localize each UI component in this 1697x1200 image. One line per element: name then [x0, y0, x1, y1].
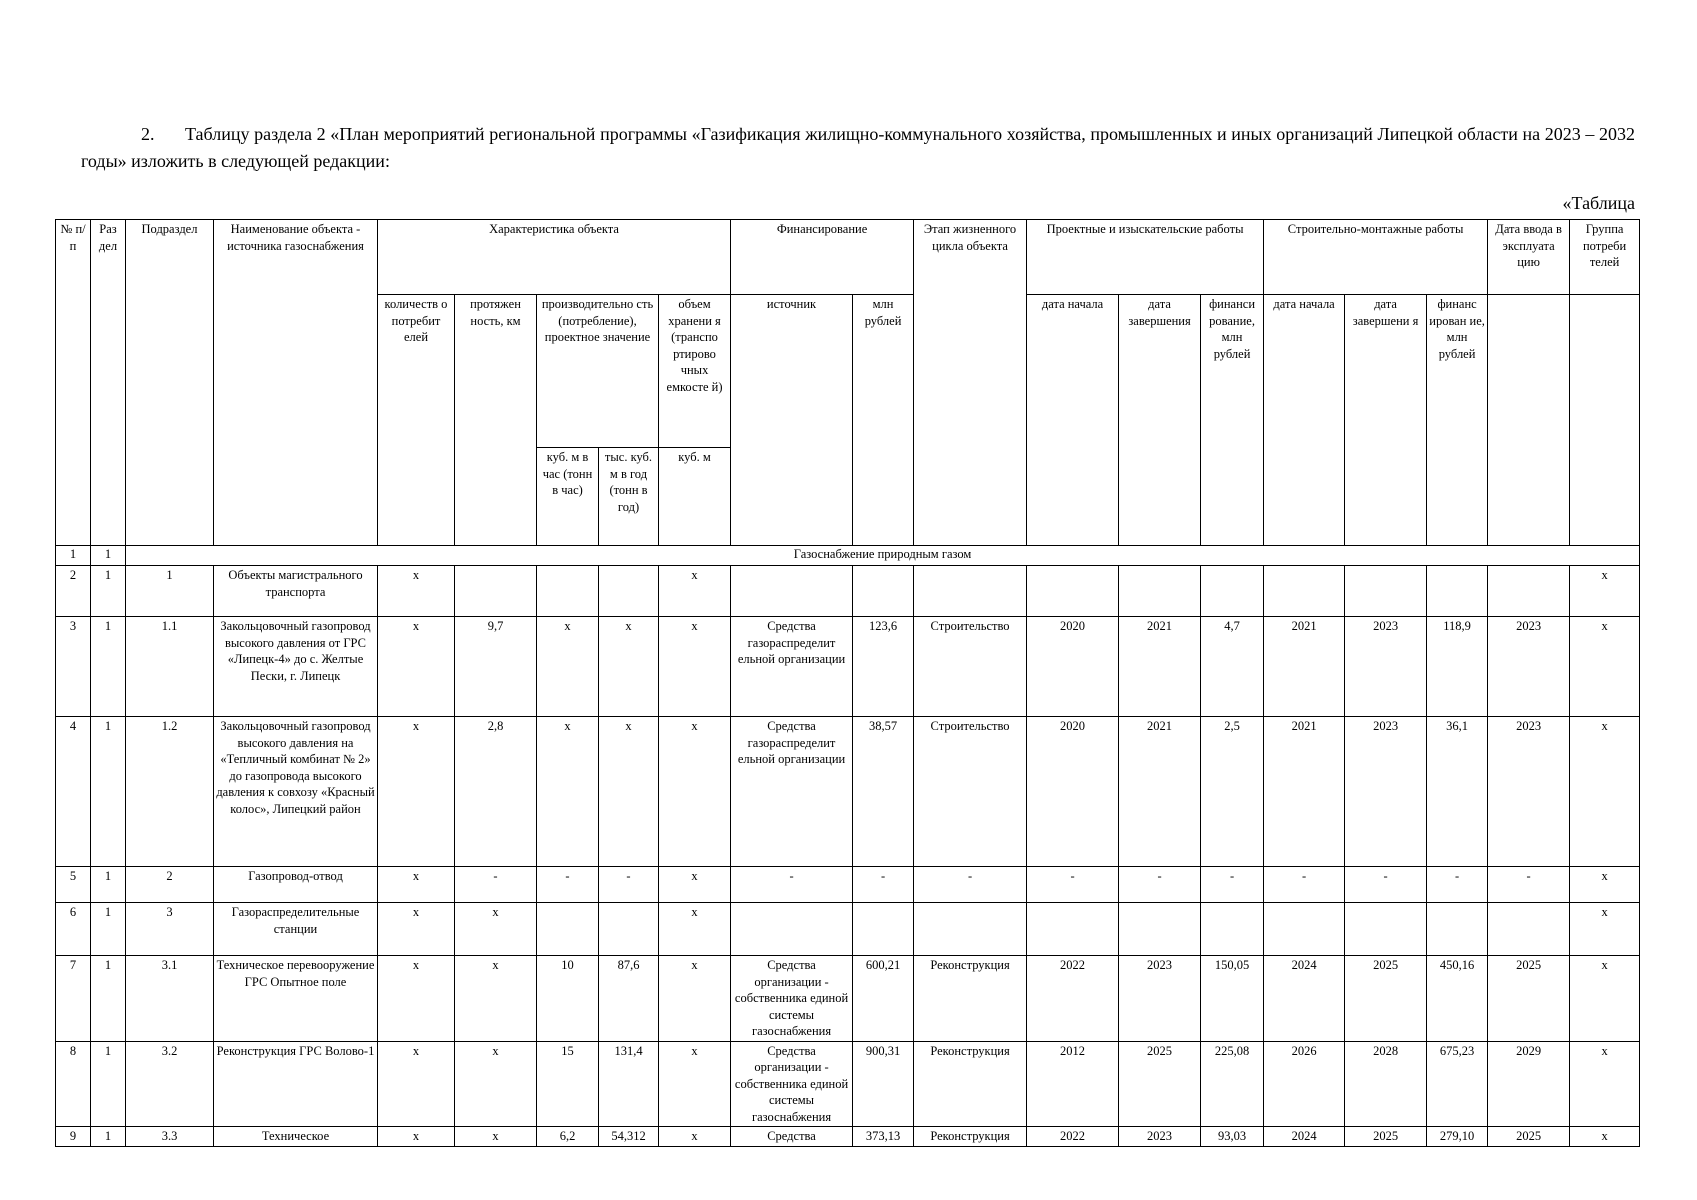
table-cell-mln	[853, 903, 914, 956]
table-cell-etap: Строительство	[914, 617, 1027, 717]
table-cell-ist: Средства газораспределит ельной организации	[731, 617, 853, 717]
col-kub-chas: куб. м в час (тонн в час)	[537, 448, 599, 546]
table-cell-name: Техническое перевооружение ГРС Опытное поле	[214, 956, 378, 1042]
table-cell-sf: 118,9	[1427, 617, 1488, 717]
table-cell-obem: х	[659, 1127, 731, 1147]
table-cell-sd2: 2025	[1345, 956, 1427, 1042]
table-cell-prot: -	[455, 867, 537, 903]
table-cell-gr: х	[1570, 903, 1640, 956]
table-cell-pd2: 2021	[1119, 717, 1201, 867]
col-name: Наименование объекта - источника газоснабжения	[214, 220, 378, 546]
table-cell-prot: х	[455, 956, 537, 1042]
table-cell-sd1: 2024	[1264, 1127, 1345, 1147]
col-etap: Этап жизненного цикла объекта	[914, 220, 1027, 546]
table-cell-pf	[1201, 903, 1264, 956]
table-cell-pf	[1201, 566, 1264, 617]
table-cell-kol: х	[378, 956, 455, 1042]
table-cell-p: 3.3	[126, 1127, 214, 1147]
col-data-vvoda: Дата ввода в эксплуата цию	[1488, 220, 1570, 295]
table-cell-name: Закольцовочный газопровод высокого давления от ГРС «Липецк-4» до с. Желтые Пески, г. Липецк	[214, 617, 378, 717]
table-cell-sf: 36,1	[1427, 717, 1488, 867]
table-cell-mln: 373,13	[853, 1127, 914, 1147]
col-gruppa: Группа потреби телей	[1570, 220, 1640, 295]
table-cell-obem: х	[659, 566, 731, 617]
table-cell-etap: Реконструкция	[914, 956, 1027, 1042]
table-cell-r: 1	[91, 1041, 126, 1127]
table-cell-k1: -	[537, 867, 599, 903]
col-mln-rub: млн рублей	[853, 295, 914, 546]
col-data-zaversheniya: дата завершения	[1119, 295, 1201, 546]
table-cell-mln: 600,21	[853, 956, 914, 1042]
table-cell-etap: Реконструкция	[914, 1127, 1027, 1147]
table-cell-pf: 2,5	[1201, 717, 1264, 867]
table-cell-etap	[914, 566, 1027, 617]
table-cell-pd2: 2021	[1119, 617, 1201, 717]
table-cell-pf: 150,05	[1201, 956, 1264, 1042]
table-cell-mln: 900,31	[853, 1041, 914, 1127]
table-cell-pd2: 2025	[1119, 1041, 1201, 1127]
table-cell-n: 3	[56, 617, 91, 717]
col-data-nachala-2: дата начала	[1264, 295, 1345, 546]
table-cell-pd1: 2020	[1027, 717, 1119, 867]
table-cell-vvod: 2025	[1488, 1127, 1570, 1147]
table-cell-vvod	[1488, 566, 1570, 617]
table-cell-vvod: 2023	[1488, 617, 1570, 717]
table-cell-etap	[914, 903, 1027, 956]
table-cell-n: 6	[56, 903, 91, 956]
intro-paragraph	[81, 121, 1635, 175]
table-body	[56, 566, 1640, 1147]
item-number: 2.	[141, 124, 155, 144]
table-cell-ist	[731, 566, 853, 617]
table-cell-n: 9	[56, 1127, 91, 1147]
table-cell-mln	[853, 566, 914, 617]
table-cell-pd1	[1027, 566, 1119, 617]
table-cell-k1: 10	[537, 956, 599, 1042]
table-cell-obem: х	[659, 617, 731, 717]
table-cell-n: 4	[56, 717, 91, 867]
table-cell-vvod	[1488, 903, 1570, 956]
section-razdel: 1	[91, 546, 126, 566]
table-cell-k2	[599, 903, 659, 956]
table-cell-k1: 15	[537, 1041, 599, 1127]
table-cell-gr: х	[1570, 617, 1640, 717]
table-cell-r: 1	[91, 1127, 126, 1147]
table-cell-name: Газопровод-отвод	[214, 867, 378, 903]
table-cell-kol: х	[378, 717, 455, 867]
table-cell-obem: х	[659, 717, 731, 867]
table-cell-mln: 123,6	[853, 617, 914, 717]
col-stroit: Строительно-монтажные работы	[1264, 220, 1488, 295]
table-row	[56, 1041, 1640, 1127]
table-cell-sd1: 2026	[1264, 1041, 1345, 1127]
table-cell-r: 1	[91, 617, 126, 717]
table-cell-r: 1	[91, 566, 126, 617]
table-cell-kol: х	[378, 903, 455, 956]
table-cell-k2: 54,312	[599, 1127, 659, 1147]
col-podrazdel: Подраздел	[126, 220, 214, 546]
table-cell-r: 1	[91, 956, 126, 1042]
table-cell-sf	[1427, 903, 1488, 956]
table-cell-ist: -	[731, 867, 853, 903]
table-cell-prot: х	[455, 1127, 537, 1147]
col-istochnik: источник	[731, 295, 853, 546]
table-cell-prot: х	[455, 1041, 537, 1127]
table-cell-kol: х	[378, 1127, 455, 1147]
table-cell-pd1: 2022	[1027, 1127, 1119, 1147]
table-cell-pd1: 2022	[1027, 956, 1119, 1042]
table-cell-pf: 93,03	[1201, 1127, 1264, 1147]
table-cell-sf: 279,10	[1427, 1127, 1488, 1147]
table-cell-pd2	[1119, 566, 1201, 617]
table-cell-pd1: 2020	[1027, 617, 1119, 717]
table-cell-p: 1.2	[126, 717, 214, 867]
col-kolichestvo: количеств о потребит елей	[378, 295, 455, 546]
table-cell-sd2	[1345, 903, 1427, 956]
col-harakteristika: Характеристика объекта	[378, 220, 731, 295]
table-cell-pd1	[1027, 903, 1119, 956]
table-cell-mln: -	[853, 867, 914, 903]
plan-table	[55, 219, 1640, 1147]
table-cell-obem: х	[659, 867, 731, 903]
table-cell-r: 1	[91, 717, 126, 867]
table-cell-sd1: 2021	[1264, 717, 1345, 867]
table-cell-k1	[537, 903, 599, 956]
col-razdel: Раз дел	[91, 220, 126, 546]
section-row	[56, 546, 1640, 566]
table-cell-name: Техническое	[214, 1127, 378, 1147]
table-cell-pf: 225,08	[1201, 1041, 1264, 1127]
table-cell-p: 3.2	[126, 1041, 214, 1127]
table-row	[56, 956, 1640, 1042]
col-finans-rub: финанси рование, млн рублей	[1201, 295, 1264, 546]
table-cell-prot	[455, 566, 537, 617]
table-cell-sd1	[1264, 903, 1345, 956]
table-cell-sd2: 2023	[1345, 617, 1427, 717]
table-cell-gr: х	[1570, 717, 1640, 867]
table-cell-k1: 6,2	[537, 1127, 599, 1147]
table-cell-ist: Средства организации - собственника единой системы газоснабжения	[731, 1041, 853, 1127]
table-cell-gr: х	[1570, 566, 1640, 617]
table-cell-r: 1	[91, 903, 126, 956]
col-finans-rub-2: финанс ирован ие, млн рублей	[1427, 295, 1488, 546]
table-cell-n: 8	[56, 1041, 91, 1127]
table-cell-k2: 131,4	[599, 1041, 659, 1127]
table-cell-sd2	[1345, 566, 1427, 617]
col-proekt: Проектные и изыскательские работы	[1027, 220, 1264, 295]
table-cell-etap: Реконструкция	[914, 1041, 1027, 1127]
col-data-zaversheniya-2: дата завершени я	[1345, 295, 1427, 546]
table-cell-name: Закольцовочный газопровод высокого давления на «Тепличный комбинат № 2» до газопровода высокого давления к совхозу «Красный колос», Липецкий район	[214, 717, 378, 867]
table-cell-n: 7	[56, 956, 91, 1042]
table-cell-pf: 4,7	[1201, 617, 1264, 717]
table-cell-ist: Средства газораспределит ельной организации	[731, 717, 853, 867]
col-finansirovanie: Финансирование	[731, 220, 914, 295]
col-tys-kub-god: тыс. куб. м в год (тонн в год)	[599, 448, 659, 546]
table-cell-vvod: -	[1488, 867, 1570, 903]
table-cell-sf: 450,16	[1427, 956, 1488, 1042]
table-row	[56, 903, 1640, 956]
header-row-1	[56, 220, 1640, 295]
table-cell-k2: 87,6	[599, 956, 659, 1042]
table-cell-p: 3.1	[126, 956, 214, 1042]
table-cell-p: 1	[126, 566, 214, 617]
table-cell-p: 1.1	[126, 617, 214, 717]
table-cell-prot: 2,8	[455, 717, 537, 867]
col-gruppa-empty	[1570, 295, 1640, 546]
table-cell-pd1: 2012	[1027, 1041, 1119, 1127]
table-cell-pd2: 2023	[1119, 956, 1201, 1042]
col-kub-m: куб. м	[659, 448, 731, 546]
table-cell-gr: х	[1570, 956, 1640, 1042]
table-cell-kol: х	[378, 867, 455, 903]
col-protyazhennost: протяжен ность, км	[455, 295, 537, 546]
table-row	[56, 1127, 1640, 1147]
table-cell-k2	[599, 566, 659, 617]
table-cell-name: Объекты магистрального транспорта	[214, 566, 378, 617]
section-title: Газоснабжение природным газом	[126, 546, 1640, 566]
table-cell-pd2: -	[1119, 867, 1201, 903]
table-cell-obem: х	[659, 903, 731, 956]
table-cell-k2: х	[599, 617, 659, 717]
table-cell-n: 5	[56, 867, 91, 903]
table-cell-pd2: 2023	[1119, 1127, 1201, 1147]
table-cell-vvod: 2023	[1488, 717, 1570, 867]
table-cell-etap: -	[914, 867, 1027, 903]
table-cell-k1: х	[537, 717, 599, 867]
table-cell-prot: х	[455, 903, 537, 956]
table-cell-gr: х	[1570, 1041, 1640, 1127]
table-cell-pf: -	[1201, 867, 1264, 903]
table-cell-p: 3	[126, 903, 214, 956]
table-cell-gr: х	[1570, 867, 1640, 903]
table-cell-n: 2	[56, 566, 91, 617]
table-row	[56, 717, 1640, 867]
table-cell-kol: х	[378, 617, 455, 717]
section-num: 1	[56, 546, 91, 566]
col-data-vvoda-empty	[1488, 295, 1570, 546]
table-cell-kol: х	[378, 566, 455, 617]
col-data-nachala: дата начала	[1027, 295, 1119, 546]
table-cell-name: Газораспределительные станции	[214, 903, 378, 956]
table-cell-ist: Средства	[731, 1127, 853, 1147]
table-cell-obem: х	[659, 1041, 731, 1127]
table-cell-sd2: 2023	[1345, 717, 1427, 867]
table-cell-mln: 38,57	[853, 717, 914, 867]
table-cell-sd2: 2025	[1345, 1127, 1427, 1147]
table-cell-sd1: 2021	[1264, 617, 1345, 717]
table-cell-sf: 675,23	[1427, 1041, 1488, 1127]
table-cell-sd1: -	[1264, 867, 1345, 903]
table-cell-pd1: -	[1027, 867, 1119, 903]
col-proizvod: производительно сть (потребление), проектное значение	[537, 295, 659, 448]
table-cell-ist	[731, 903, 853, 956]
table-cell-sd1	[1264, 566, 1345, 617]
table-cell-name: Реконструкция ГРС Волово-1	[214, 1041, 378, 1127]
table-cell-obem: х	[659, 956, 731, 1042]
col-obem: объем хранени я (транспо ртирово чных емкосте й)	[659, 295, 731, 448]
table-cell-vvod: 2029	[1488, 1041, 1570, 1127]
table-cell-p: 2	[126, 867, 214, 903]
col-num: № п/п	[56, 220, 91, 546]
table-row	[56, 867, 1640, 903]
intro-text: Таблицу раздела 2 «План мероприятий региональной программы «Газификация жилищно-коммунального хозяйства, промышленных и иных организаций Липецкой области на 2023 – 2032 годы» изложить в следующей редакции:	[81, 124, 1635, 171]
table-cell-k1	[537, 566, 599, 617]
table-cell-sd2: 2028	[1345, 1041, 1427, 1127]
table-row	[56, 566, 1640, 617]
table-cell-k1: х	[537, 617, 599, 717]
table-cell-kol: х	[378, 1041, 455, 1127]
table-cell-etap: Строительство	[914, 717, 1027, 867]
table-cell-ist: Средства организации - собственника единой системы газоснабжения	[731, 956, 853, 1042]
table-cell-vvod: 2025	[1488, 956, 1570, 1042]
table-cell-prot: 9,7	[455, 617, 537, 717]
table-cell-gr: х	[1570, 1127, 1640, 1147]
table-caption: «Таблица	[1562, 193, 1635, 213]
table-row	[56, 617, 1640, 717]
table-cell-sf	[1427, 566, 1488, 617]
table-cell-k2: -	[599, 867, 659, 903]
table-cell-sd2: -	[1345, 867, 1427, 903]
table-cell-r: 1	[91, 867, 126, 903]
table-cell-sd1: 2024	[1264, 956, 1345, 1042]
table-cell-k2: х	[599, 717, 659, 867]
table-cell-pd2	[1119, 903, 1201, 956]
table-cell-sf: -	[1427, 867, 1488, 903]
